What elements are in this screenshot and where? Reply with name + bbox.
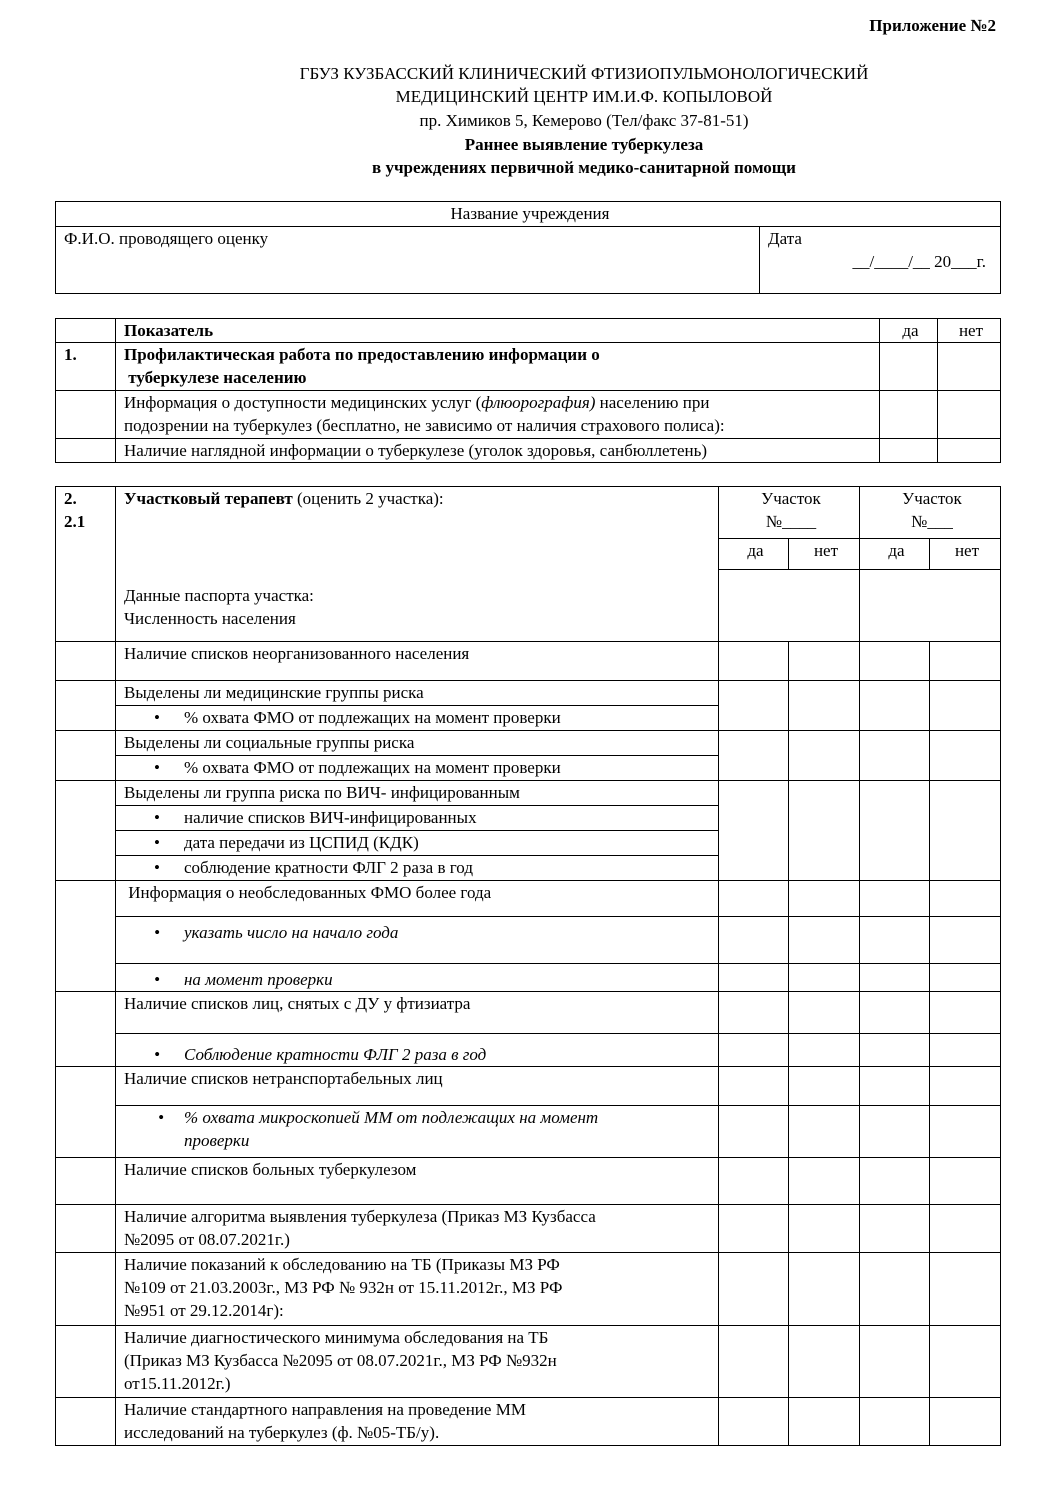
no-cell[interactable] [938,343,1001,391]
site-1-yes-cell[interactable] [719,992,789,1034]
header-num-cell [56,319,116,343]
section-number-line-2: 2.1 [64,512,86,531]
site-2-yes-cell[interactable] [860,1326,930,1398]
section-number: 1. [56,343,116,391]
title-line-2: в учреждениях первичной медико-санитарной помощи [372,158,796,177]
row-referral [116,1398,719,1446]
site-2-yes-header: да [860,539,930,570]
row-text: Соблюдение кратности ФЛГ 2 раза в год [184,1045,487,1064]
site-1-no-header: нет [789,539,860,570]
section-title-line-1: Профилактическая работа по предоставлению информации о [124,345,600,364]
site-2-no-cell[interactable] [930,1253,1001,1326]
site-1-no-cell[interactable] [789,681,860,731]
site-1-yes-cell[interactable] [719,781,789,881]
num-cell [56,439,116,463]
row-tb-patients: Наличие списков больных туберкулезом [116,1158,719,1205]
site-2-no-cell[interactable] [930,992,1001,1034]
bullet-icon: • [154,758,160,777]
site-1-no-cell[interactable] [789,642,860,681]
site-2-yes-cell[interactable] [860,964,930,992]
site-1-yes-cell[interactable] [719,642,789,681]
row-text: наличие списков ВИЧ-инфицированных [184,808,477,827]
row-text-line-3: №951 от 29.12.2014г): [124,1301,284,1320]
bullet-icon: • [154,833,160,852]
site-2-population-cell[interactable] [860,570,1001,642]
section-title [116,343,880,391]
num-cell [56,1067,116,1158]
site-2-no-cell[interactable] [930,1067,1001,1106]
row-removed-du-flg [116,1034,719,1067]
row-text-line-2: проверки [184,1131,250,1150]
section-2-table [55,486,1001,1446]
org-line-1: ГБУЗ КУЗБАССКИЙ КЛИНИЧЕСКИЙ ФТИЗИОПУЛЬМОНОЛОГИЧЕСКИЙ [299,64,869,83]
site-1-yes-cell[interactable] [719,881,789,917]
row-text: соблюдение кратности ФЛГ 2 раза в год [184,858,473,877]
row-text-line-1: Наличие диагностического минимума обследования на ТБ [124,1328,549,1347]
yes-cell[interactable] [880,343,938,391]
num-cell [56,881,116,992]
site-1-yes-header: да [719,539,789,570]
section-title-line-2: туберкулезе населению [124,368,307,387]
site-2-no-cell[interactable] [930,681,1001,731]
site-2-no-cell[interactable] [930,1158,1001,1205]
site-1-no-cell[interactable] [789,1253,860,1326]
section-1-table [55,318,1001,463]
site-1-label: Участок [761,489,821,508]
assessor-name-field[interactable]: Ф.И.О. проводящего оценку [56,227,760,294]
bullet-icon: • [154,808,160,827]
row-soc-risk-coverage [116,756,719,781]
header-no: нет [938,319,1001,343]
site-2-number[interactable]: №___ [911,512,953,531]
site-2-yes-cell[interactable] [860,881,930,917]
title-line-1: Раннее выявление туберкулеза [464,135,704,154]
bullet-icon: • [154,708,160,727]
site-2-yes-cell[interactable] [860,731,930,781]
num-cell [56,1253,116,1326]
annex-label: Приложение №2 [869,16,996,35]
site-2-no-cell[interactable] [930,1034,1001,1067]
site-2-label: Участок [902,489,962,508]
row-text-line-1: Наличие показаний к обследованию на ТБ (Приказы МЗ РФ [124,1255,560,1274]
site-1-no-cell[interactable] [789,731,860,781]
site-2-yes-cell[interactable] [860,642,930,681]
site-1-no-cell[interactable] [789,781,860,881]
site-2-yes-cell[interactable] [860,917,930,964]
site-1-yes-cell[interactable] [719,1326,789,1398]
row-med-risk-coverage [116,706,719,731]
site-2-no-cell[interactable] [930,1398,1001,1446]
row-text: дата передачи из ЦСПИД (КДК) [184,833,419,852]
header-yes: да [880,319,938,343]
row-text-line-2: (Приказ МЗ Кузбасса №2095 от 08.07.2021г., МЗ РФ №932н [124,1351,557,1370]
row-text-line-1: Наличие алгоритма выявления туберкулеза (Приказ МЗ Кузбасса [124,1207,596,1226]
bullet-icon: • [154,923,160,942]
bullet-icon: • [154,1045,160,1064]
row-text-line-2: подозрении на туберкулез (бесплатно, не зависимо от наличия страхового полиса): [124,416,725,435]
institution-name-field[interactable]: Название учреждения [56,202,1001,227]
yes-cell[interactable] [880,439,938,463]
site-2-yes-cell[interactable] [860,1067,930,1106]
num-cell [56,681,116,731]
site-2-no-cell[interactable] [930,964,1001,992]
site-2-yes-cell[interactable] [860,1205,930,1253]
site-2-no-cell[interactable] [930,917,1001,964]
site-1-no-cell[interactable] [789,1326,860,1398]
row-text-line-3: от15.11.2012г.) [124,1374,231,1393]
site-1-yes-cell[interactable] [719,917,789,964]
row-nontransport: Наличие списков нетранспортабельных лиц [116,1067,719,1106]
row-hiv-lists [116,806,719,831]
site-1-yes-cell[interactable] [719,1253,789,1326]
row-info-availability [116,391,880,439]
date-field[interactable] [760,227,1001,294]
site-2-no-cell[interactable] [930,1326,1001,1398]
info-table [55,201,1001,294]
date-label: Дата [768,229,802,248]
num-cell [56,731,116,781]
row-text: указать число на начало года [184,923,399,942]
site-1-yes-cell[interactable] [719,1067,789,1106]
section-number [56,487,116,642]
row-text-line-1: Наличие стандартного направления на проведение ММ [124,1400,526,1419]
site-1-yes-cell[interactable] [719,731,789,781]
date-format: __/____/__ 20___г. [852,252,986,271]
org-line-2: МЕДИЦИНСКИЙ ЦЕНТР ИМ.И.Ф. КОПЫЛОВОЙ [395,87,773,106]
site-1-no-cell[interactable] [789,1067,860,1106]
site-2-yes-cell[interactable] [860,1034,930,1067]
site-1-yes-cell[interactable] [719,681,789,731]
site-2-yes-cell[interactable] [860,1398,930,1446]
row-unorganized: Наличие списков неорганизованного населения [116,642,719,681]
site-2-no-cell[interactable] [930,781,1001,881]
section-title: Участковый терапевт [124,489,293,508]
site-1-number[interactable]: №____ [765,512,817,531]
site-2-no-header: нет [930,539,1001,570]
site-1-yes-cell[interactable] [719,1158,789,1205]
site-1-no-cell[interactable] [789,1106,860,1158]
site-2-header [860,487,1001,539]
row-text-line-2: исследований на туберкулез (ф. №05-ТБ/у). [124,1423,440,1442]
row-diag-minimum [116,1326,719,1398]
section-title-cell [116,487,719,642]
row-text-line-2: №109 от 21.03.2003г., МЗ РФ № 932н от 15.11.2012г., МЗ РФ [124,1278,563,1297]
row-hiv-flg [116,856,719,881]
bullet-icon: • [154,970,160,989]
no-cell[interactable] [938,439,1001,463]
site-1-no-cell[interactable] [789,992,860,1034]
section-number-line-1: 2. [64,489,77,508]
num-cell [56,391,116,439]
site-2-yes-cell[interactable] [860,781,930,881]
population-label: Численность населения [124,609,296,628]
row-text: % охвата ФМО от подлежащих на момент проверки [184,758,561,777]
site-1-no-cell[interactable] [789,1034,860,1067]
site-1-no-cell[interactable] [789,881,860,917]
bullet-icon: • [154,858,160,877]
header-indicator: Показатель [116,319,880,343]
num-cell [56,1326,116,1398]
row-hiv-risk: Выделены ли группа риска по ВИЧ- инфицированным [116,781,719,806]
row-text-line-1: % охвата микроскопией ММ от подлежащих на момент [184,1108,599,1127]
no-cell[interactable] [938,391,1001,439]
site-1-yes-cell[interactable] [719,1398,789,1446]
row-text: % охвата ФМО от подлежащих на момент проверки [184,708,561,727]
site-1-no-cell[interactable] [789,1205,860,1253]
site-1-yes-cell[interactable] [719,964,789,992]
num-cell [56,1158,116,1205]
row-text: на момент проверки [184,970,333,989]
site-1-no-cell[interactable] [789,917,860,964]
num-cell [56,781,116,881]
row-med-risk: Выделены ли медицинские группы риска [116,681,719,706]
num-cell [56,642,116,681]
row-text: населению при [595,393,710,412]
site-2-no-cell[interactable] [930,881,1001,917]
row-text: Информация о доступности медицинских услуг ( [124,393,482,412]
row-nontransport-coverage [116,1106,719,1158]
yes-cell[interactable] [880,391,938,439]
site-2-no-cell[interactable] [930,731,1001,781]
site-2-no-cell[interactable] [930,1106,1001,1158]
site-2-yes-cell[interactable] [860,1158,930,1205]
passport-label: Данные паспорта участка: [124,586,314,605]
num-cell [56,1205,116,1253]
row-removed-du: Наличие списков лиц, снятых с ДУ у фтизиатра [116,992,719,1034]
site-2-yes-cell[interactable] [860,1253,930,1326]
section-title-note: (оценить 2 участка): [292,489,444,508]
site-2-yes-cell[interactable] [860,681,930,731]
site-1-no-cell[interactable] [789,1158,860,1205]
site-2-no-cell[interactable] [930,642,1001,681]
site-2-no-cell[interactable] [930,1205,1001,1253]
row-soc-risk: Выделены ли социальные группы риска [116,731,719,756]
site-2-yes-cell[interactable] [860,992,930,1034]
num-cell [56,1398,116,1446]
site-1-yes-cell[interactable] [719,1205,789,1253]
row-unexamined-start [116,917,719,964]
row-unexamined: Информация о необследованных ФМО более года [116,881,719,917]
site-1-population-cell[interactable] [719,570,860,642]
organization-name [55,62,1058,108]
row-indications [116,1253,719,1326]
site-1-yes-cell[interactable] [719,1106,789,1158]
site-1-no-cell[interactable] [789,964,860,992]
site-1-no-cell[interactable] [789,1398,860,1446]
site-1-yes-cell[interactable] [719,1034,789,1067]
site-1-header [719,487,860,539]
row-visual-info: Наличие наглядной информации о туберкулезе (уголок здоровья, санбюллетень) [116,439,880,463]
row-hiv-date [116,831,719,856]
row-text-line-2: №2095 от 08.07.2021г.) [124,1230,290,1249]
row-text-italic: флюорография) [481,393,596,412]
site-2-yes-cell[interactable] [860,1106,930,1158]
num-cell [56,992,116,1067]
address: пр. Химиков 5, Кемерово (Тел/факс 37-81-51) [419,111,749,130]
document-title [55,133,1058,179]
bullet-icon: • [158,1108,164,1127]
row-unexamined-now [116,964,719,992]
row-algorithm [116,1205,719,1253]
